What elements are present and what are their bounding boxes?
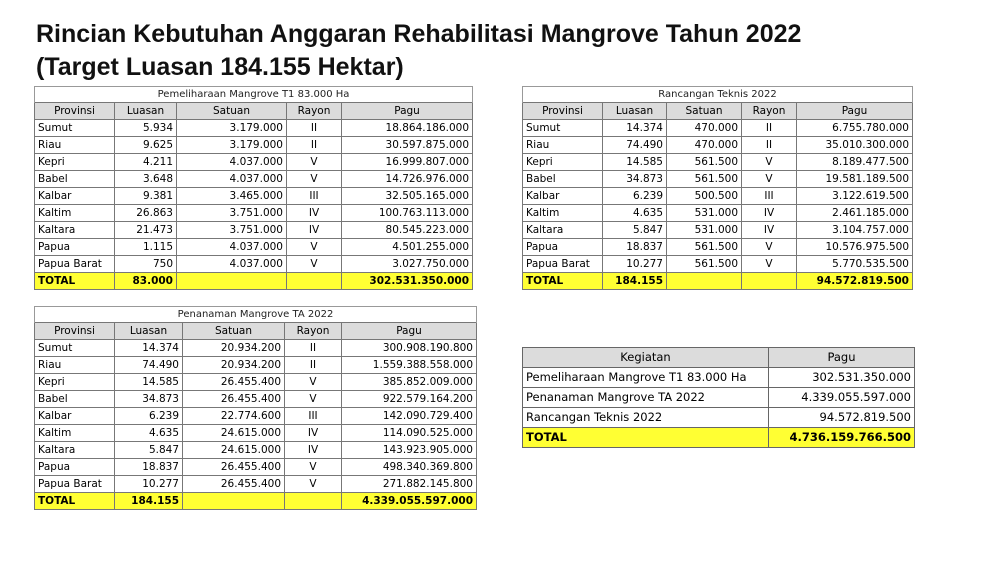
cell-rayon: V — [285, 476, 342, 493]
cell-rayon: II — [287, 120, 342, 137]
cell-rayon: V — [742, 239, 797, 256]
cell-luasan: 34.873 — [115, 391, 183, 408]
header-row — [523, 103, 913, 120]
cell-pagu: 143.923.905.000 — [342, 442, 477, 459]
column-header-provinsi: Provinsi — [35, 103, 115, 120]
total-provinsi: TOTAL — [523, 273, 603, 290]
table-row — [35, 459, 477, 476]
cell-satuan: 561.500 — [667, 256, 742, 273]
table-row — [35, 340, 477, 357]
cell-provinsi: Babel — [35, 391, 115, 408]
table-row — [523, 388, 915, 408]
total-provinsi: TOTAL — [35, 493, 115, 510]
cell-provinsi: Kaltim — [35, 425, 115, 442]
total-satuan — [667, 273, 742, 290]
total-row — [523, 273, 913, 290]
column-header-pagu: Pagu — [342, 103, 473, 120]
column-header-luasan: Luasan — [115, 103, 177, 120]
cell-pagu: 498.340.369.800 — [342, 459, 477, 476]
cell-luasan: 74.490 — [115, 357, 183, 374]
cell-satuan: 3.179.000 — [177, 137, 287, 154]
cell-provinsi: Papua Barat — [35, 476, 115, 493]
column-header-rayon: Rayon — [285, 323, 342, 340]
table-row — [523, 239, 913, 256]
cell-luasan: 5.847 — [603, 222, 667, 239]
cell-satuan: 24.615.000 — [183, 442, 285, 459]
cell-rayon: IV — [285, 442, 342, 459]
cell-pagu: 10.576.975.500 — [797, 239, 913, 256]
cell-luasan: 6.239 — [603, 188, 667, 205]
total-row — [35, 273, 473, 290]
table-row — [523, 188, 913, 205]
penanaman-table — [34, 306, 477, 510]
cell-satuan: 20.934.200 — [183, 357, 285, 374]
cell-satuan: 4.037.000 — [177, 154, 287, 171]
cell-satuan: 24.615.000 — [183, 425, 285, 442]
cell-kegiatan: Pemeliharaan Mangrove T1 83.000 Ha — [523, 368, 769, 388]
total-luasan: 83.000 — [115, 273, 177, 290]
table-row — [35, 256, 473, 273]
cell-pagu: 2.461.185.000 — [797, 205, 913, 222]
cell-luasan: 1.115 — [115, 239, 177, 256]
table-row — [35, 408, 477, 425]
rancangan-table — [522, 86, 913, 290]
cell-pagu: 385.852.009.000 — [342, 374, 477, 391]
cell-provinsi: Kaltara — [35, 222, 115, 239]
total-rayon — [287, 273, 342, 290]
table-row — [35, 171, 473, 188]
cell-rayon: V — [742, 256, 797, 273]
cell-provinsi: Papua Barat — [523, 256, 603, 273]
cell-satuan: 4.037.000 — [177, 171, 287, 188]
cell-provinsi: Kaltim — [523, 205, 603, 222]
cell-rayon: V — [287, 256, 342, 273]
cell-satuan: 26.455.400 — [183, 391, 285, 408]
cell-pagu: 8.189.477.500 — [797, 154, 913, 171]
cell-pagu: 302.531.350.000 — [769, 368, 915, 388]
cell-provinsi: Riau — [35, 357, 115, 374]
cell-pagu: 142.090.729.400 — [342, 408, 477, 425]
table-row — [35, 374, 477, 391]
cell-satuan: 20.934.200 — [183, 340, 285, 357]
cell-pagu: 94.572.819.500 — [769, 408, 915, 428]
cell-luasan: 21.473 — [115, 222, 177, 239]
cell-provinsi: Kaltara — [35, 442, 115, 459]
cell-rayon: II — [742, 137, 797, 154]
table-row — [35, 188, 473, 205]
cell-luasan: 750 — [115, 256, 177, 273]
cell-rayon: II — [285, 340, 342, 357]
cell-rayon: IV — [742, 222, 797, 239]
cell-provinsi: Kepri — [35, 154, 115, 171]
cell-rayon: V — [285, 459, 342, 476]
cell-pagu: 35.010.300.000 — [797, 137, 913, 154]
header-row — [35, 323, 477, 340]
pemeliharaan-table — [34, 86, 473, 290]
cell-satuan: 3.751.000 — [177, 205, 287, 222]
total-luasan: 184.155 — [603, 273, 667, 290]
table-row — [35, 357, 477, 374]
column-header-satuan: Satuan — [177, 103, 287, 120]
title-line-1: Rincian Kebutuhan Anggaran Rehabilitasi Mangrove Tahun 2022 — [36, 20, 802, 48]
cell-provinsi: Kalbar — [35, 188, 115, 205]
total-rayon — [285, 493, 342, 510]
cell-pagu: 32.505.165.000 — [342, 188, 473, 205]
cell-rayon: V — [287, 154, 342, 171]
cell-rayon: V — [742, 154, 797, 171]
cell-satuan: 500.500 — [667, 188, 742, 205]
table-row — [523, 222, 913, 239]
column-header-satuan: Satuan — [667, 103, 742, 120]
total-row — [523, 428, 915, 448]
header-row — [523, 348, 915, 368]
cell-luasan: 6.239 — [115, 408, 183, 425]
cell-provinsi: Sumut — [35, 120, 115, 137]
cell-pagu: 922.579.164.200 — [342, 391, 477, 408]
cell-satuan: 22.774.600 — [183, 408, 285, 425]
total-satuan — [177, 273, 287, 290]
cell-pagu: 3.027.750.000 — [342, 256, 473, 273]
column-header-rayon: Rayon — [742, 103, 797, 120]
cell-pagu: 4.501.255.000 — [342, 239, 473, 256]
cell-pagu: 3.104.757.000 — [797, 222, 913, 239]
cell-pagu: 80.545.223.000 — [342, 222, 473, 239]
cell-pagu: 18.864.186.000 — [342, 120, 473, 137]
column-header-pagu: Pagu — [342, 323, 477, 340]
table-row — [35, 222, 473, 239]
cell-rayon: IV — [742, 205, 797, 222]
cell-rayon: V — [287, 239, 342, 256]
total-kegiatan: TOTAL — [523, 428, 769, 448]
cell-luasan: 4.635 — [603, 205, 667, 222]
cell-provinsi: Kaltim — [35, 205, 115, 222]
table-row — [35, 137, 473, 154]
cell-satuan: 26.455.400 — [183, 374, 285, 391]
table-row — [523, 368, 915, 388]
cell-provinsi: Papua Barat — [35, 256, 115, 273]
cell-provinsi: Kepri — [35, 374, 115, 391]
cell-provinsi: Riau — [523, 137, 603, 154]
cell-rayon: II — [287, 137, 342, 154]
cell-provinsi: Kalbar — [35, 408, 115, 425]
column-header-pagu: Pagu — [797, 103, 913, 120]
cell-pagu: 16.999.807.000 — [342, 154, 473, 171]
cell-satuan: 470.000 — [667, 137, 742, 154]
cell-satuan: 26.455.400 — [183, 459, 285, 476]
cell-luasan: 26.863 — [115, 205, 177, 222]
cell-provinsi: Riau — [35, 137, 115, 154]
cell-pagu: 114.090.525.000 — [342, 425, 477, 442]
cell-luasan: 14.585 — [603, 154, 667, 171]
cell-rayon: V — [285, 374, 342, 391]
cell-satuan: 561.500 — [667, 239, 742, 256]
cell-pagu: 1.559.388.558.000 — [342, 357, 477, 374]
column-header-kegiatan: Kegiatan — [523, 348, 769, 368]
total-pagu: 4.339.055.597.000 — [342, 493, 477, 510]
cell-provinsi: Babel — [523, 171, 603, 188]
cell-satuan: 470.000 — [667, 120, 742, 137]
cell-rayon: II — [742, 120, 797, 137]
cell-pagu: 4.339.055.597.000 — [769, 388, 915, 408]
cell-luasan: 14.374 — [603, 120, 667, 137]
table-row — [35, 425, 477, 442]
title-line-2: (Target Luasan 184.155 Hektar) — [36, 53, 404, 81]
cell-luasan: 9.381 — [115, 188, 177, 205]
cell-rayon: III — [287, 188, 342, 205]
cell-rayon: IV — [287, 205, 342, 222]
cell-pagu: 3.122.619.500 — [797, 188, 913, 205]
cell-satuan: 3.751.000 — [177, 222, 287, 239]
rancangan-caption: Rancangan Teknis 2022 — [523, 87, 913, 103]
cell-luasan: 18.837 — [603, 239, 667, 256]
cell-pagu: 19.581.189.500 — [797, 171, 913, 188]
cell-provinsi: Kepri — [523, 154, 603, 171]
ringkasan-body — [523, 348, 915, 448]
cell-satuan: 3.179.000 — [177, 120, 287, 137]
cell-rayon: V — [287, 171, 342, 188]
table-row — [523, 256, 913, 273]
cell-provinsi: Papua — [35, 459, 115, 476]
table-row — [523, 137, 913, 154]
cell-pagu: 100.763.113.000 — [342, 205, 473, 222]
total-provinsi: TOTAL — [35, 273, 115, 290]
cell-pagu: 30.597.875.000 — [342, 137, 473, 154]
cell-rayon: IV — [285, 425, 342, 442]
cell-satuan: 4.037.000 — [177, 239, 287, 256]
total-luasan: 184.155 — [115, 493, 183, 510]
cell-provinsi: Sumut — [523, 120, 603, 137]
cell-satuan: 26.455.400 — [183, 476, 285, 493]
cell-luasan: 34.873 — [603, 171, 667, 188]
cell-luasan: 10.277 — [115, 476, 183, 493]
cell-provinsi: Babel — [35, 171, 115, 188]
cell-luasan: 3.648 — [115, 171, 177, 188]
cell-rayon: IV — [287, 222, 342, 239]
cell-luasan: 74.490 — [603, 137, 667, 154]
total-satuan — [183, 493, 285, 510]
cell-satuan: 561.500 — [667, 154, 742, 171]
cell-kegiatan: Rancangan Teknis 2022 — [523, 408, 769, 428]
column-header-provinsi: Provinsi — [35, 323, 115, 340]
cell-luasan: 5.934 — [115, 120, 177, 137]
cell-pagu: 6.755.780.000 — [797, 120, 913, 137]
table-row — [35, 239, 473, 256]
column-header-provinsi: Provinsi — [523, 103, 603, 120]
cell-rayon: III — [742, 188, 797, 205]
cell-luasan: 4.635 — [115, 425, 183, 442]
total-pagu: 94.572.819.500 — [797, 273, 913, 290]
table-row — [35, 476, 477, 493]
table-row — [35, 442, 477, 459]
total-row — [35, 493, 477, 510]
cell-pagu: 271.882.145.800 — [342, 476, 477, 493]
penanaman-caption: Penanaman Mangrove TA 2022 — [35, 307, 477, 323]
table-row — [523, 408, 915, 428]
cell-kegiatan: Penanaman Mangrove TA 2022 — [523, 388, 769, 408]
column-header-satuan: Satuan — [183, 323, 285, 340]
cell-provinsi: Papua — [35, 239, 115, 256]
cell-satuan: 531.000 — [667, 205, 742, 222]
cell-luasan: 9.625 — [115, 137, 177, 154]
cell-rayon: III — [285, 408, 342, 425]
cell-satuan: 3.465.000 — [177, 188, 287, 205]
cell-satuan: 531.000 — [667, 222, 742, 239]
column-header-pagu: Pagu — [769, 348, 915, 368]
ringkasan-table — [522, 347, 915, 448]
cell-luasan: 10.277 — [603, 256, 667, 273]
total-pagu: 302.531.350.000 — [342, 273, 473, 290]
cell-provinsi: Sumut — [35, 340, 115, 357]
cell-provinsi: Kaltara — [523, 222, 603, 239]
total-pagu: 4.736.159.766.500 — [769, 428, 915, 448]
table-row — [35, 154, 473, 171]
column-header-luasan: Luasan — [115, 323, 183, 340]
cell-luasan: 14.585 — [115, 374, 183, 391]
cell-satuan: 561.500 — [667, 171, 742, 188]
cell-pagu: 14.726.976.000 — [342, 171, 473, 188]
cell-luasan: 18.837 — [115, 459, 183, 476]
table-row — [523, 171, 913, 188]
table-row — [35, 205, 473, 222]
table-row — [523, 120, 913, 137]
table-row — [35, 120, 473, 137]
cell-luasan: 5.847 — [115, 442, 183, 459]
cell-provinsi: Papua — [523, 239, 603, 256]
table-row — [523, 205, 913, 222]
cell-provinsi: Kalbar — [523, 188, 603, 205]
total-rayon — [742, 273, 797, 290]
table-row — [35, 391, 477, 408]
cell-rayon: V — [742, 171, 797, 188]
column-header-rayon: Rayon — [287, 103, 342, 120]
cell-pagu: 300.908.190.800 — [342, 340, 477, 357]
table-row — [523, 154, 913, 171]
header-row — [35, 103, 473, 120]
cell-pagu: 5.770.535.500 — [797, 256, 913, 273]
cell-rayon: V — [285, 391, 342, 408]
page-title — [36, 18, 801, 84]
column-header-luasan: Luasan — [603, 103, 667, 120]
cell-luasan: 4.211 — [115, 154, 177, 171]
cell-luasan: 14.374 — [115, 340, 183, 357]
cell-satuan: 4.037.000 — [177, 256, 287, 273]
pemeliharaan-caption: Pemeliharaan Mangrove T1 83.000 Ha — [35, 87, 473, 103]
cell-rayon: II — [285, 357, 342, 374]
